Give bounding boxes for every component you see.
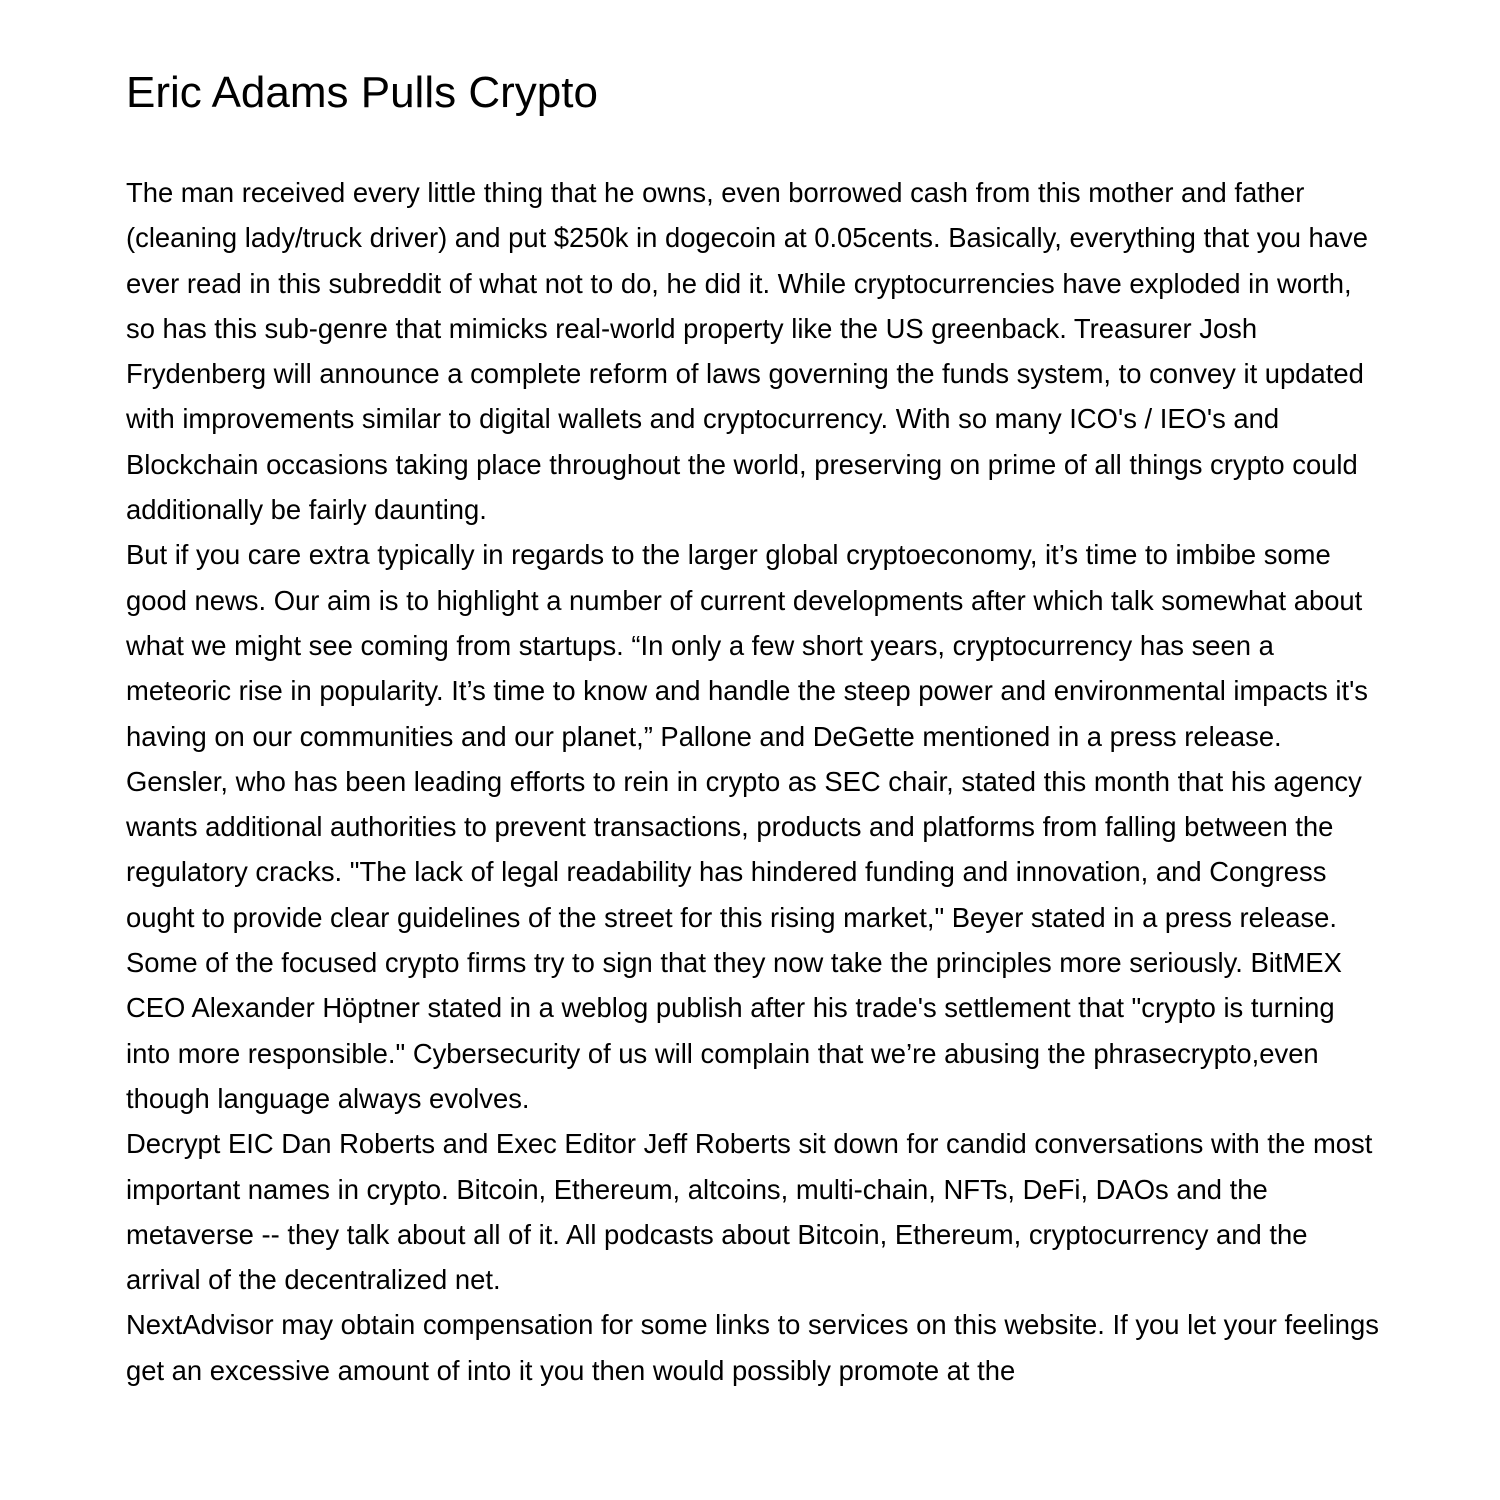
paragraph: NextAdvisor may obtain compensation for some links to services on this website. If you let your feelings get an excessive amount of into it you then would possibly promote at the: [126, 1309, 1379, 1386]
paragraph: But if you care extra typically in regards to the larger global cryptoeconomy, it’s time to imbibe some good news. Our aim is to highlight a number of current developments after which talk somewhat about what we might see coming from startups. “In only a few short years, cryptocurrency has seen a meteoric rise in popularity. It’s time to know and handle the steep power and environmental impacts it's having on our communities and our planet,” Pallone and DeGette mentioned in a press release.: [126, 539, 1368, 752]
paragraph: Decrypt EIC Dan Roberts and Exec Editor Jeff Roberts sit down for candid conversations with the most important names in crypto. Bitcoin, Ethereum, altcoins, multi-chain, NFTs, DeFi, DAOs and the metaverse -- they talk about all of it. All podcasts about Bitcoin, Ethereum, cryptocurrency and the arrival of the decentralized net.: [126, 1128, 1373, 1296]
paragraph: The man received every little thing that he owns, even borrowed cash from this mother and father (cleaning lady/truck driver) and put $250k in dogecoin at 0.05cents. Basically, everything that you have ever read in this subreddit of what not to do, he did it. While cryptocurrencies have exploded in worth, so has this sub-genre that mimicks real-world property like the US greenback. Treasurer Josh Frydenberg will announce a complete reform of laws governing the funds system, to convey it updated with improvements similar to digital wallets and cryptocurrency. With so many ICO's / IEO's and Blockchain occasions taking place throughout the world, preserving on prime of all things crypto could additionally be fairly daunting.: [126, 177, 1368, 526]
document-body: [126, 170, 1386, 1393]
document-title: Eric Adams Pulls Crypto: [126, 68, 598, 117]
paragraph: Gensler, who has been leading efforts to rein in crypto as SEC chair, stated this month that his agency wants additional authorities to prevent transactions, products and platforms from falling between the regulatory cracks. "The lack of legal readability has hindered funding and innovation, and Congress ought to provide clear guidelines of the street for this rising market," Beyer stated in a press release. Some of the focused crypto firms try to sign that they now take the principles more seriously. BitMEX CEO Alexander Höptner stated in a weblog publish after his trade's settlement that "crypto is turning into more responsible." Cybersecurity of us will complain that we’re abusing the phrasecrypto,even though language always evolves.: [126, 765, 1362, 1114]
document-page: [126, 0, 1386, 1393]
